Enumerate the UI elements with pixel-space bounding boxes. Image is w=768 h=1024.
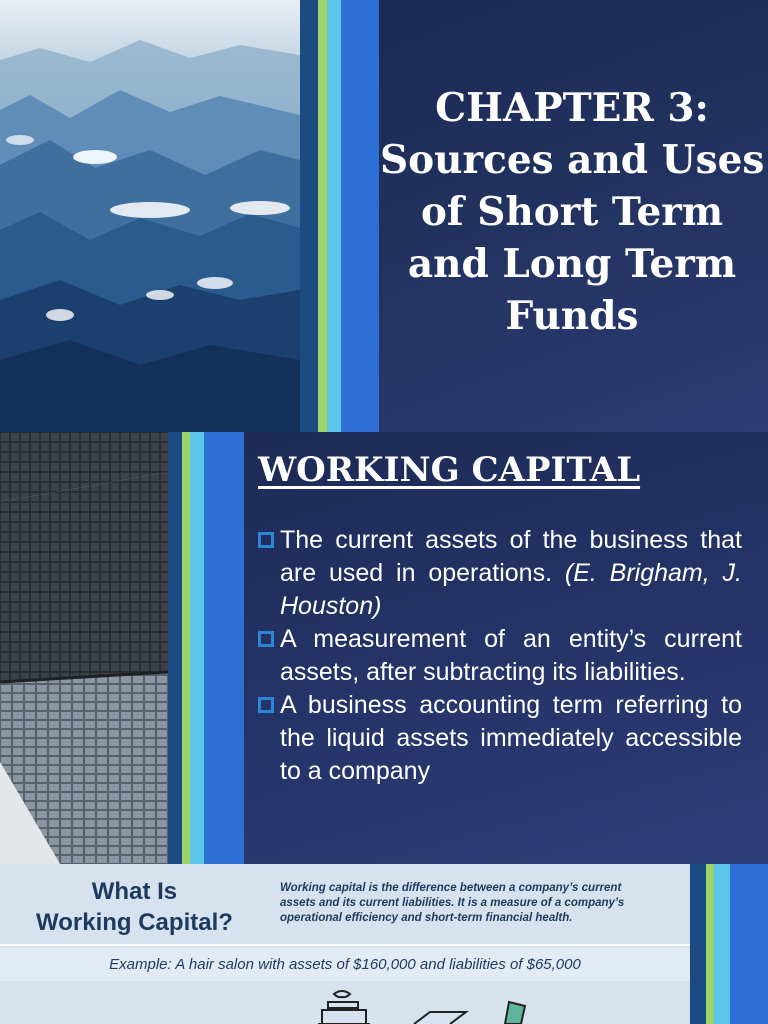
divider — [0, 944, 690, 946]
accent-stripe-cyan — [714, 864, 730, 1024]
mountain-landscape-photo — [0, 0, 300, 432]
infographic-description: Working capital is the difference between a company’s current assets and its current liabilities. It is a measure of a company’s operational efficiency and short-term financial health. — [280, 882, 625, 924]
checkbox-bullet-icon — [258, 532, 274, 548]
accent-stripe-blue — [730, 864, 768, 1024]
chapter-title-line: Sources and Uses — [380, 137, 765, 183]
list-item — [258, 689, 742, 788]
bullet-text: A measurement of an entity’s current assets, after subtracting its liabilities. — [280, 625, 742, 686]
chapter-title-line: of Short Term — [420, 189, 724, 235]
chapter-title-slide — [0, 0, 768, 432]
question-line: What Is — [91, 878, 178, 905]
accent-stripe-dark — [300, 0, 318, 432]
checkbox-bullet-icon — [258, 631, 274, 647]
salon-chair-icon — [312, 988, 376, 1024]
accent-stripe-green — [182, 432, 190, 864]
bullet-text: A business accounting term referring to the liquid assets immediately accessible to a company — [280, 691, 742, 785]
example-banner: Example: A hair salon with assets of $160,000 and liabilities of $65,000 — [0, 948, 690, 981]
question-line: Working Capital? — [36, 909, 233, 936]
chapter-title-line: Funds — [505, 293, 639, 339]
accent-stripe-dark — [690, 864, 706, 1024]
working-capital-infographic-slide — [0, 864, 768, 1024]
checkbox-bullet-icon — [258, 697, 274, 713]
infographic-question — [36, 876, 233, 938]
definition-list — [258, 524, 742, 788]
working-capital-slide — [0, 432, 768, 864]
chapter-title — [380, 82, 764, 342]
slide-heading: WORKING CAPITAL — [258, 450, 641, 490]
list-item — [258, 524, 742, 623]
accent-stripe-blue — [204, 432, 244, 864]
bullet-text: The current assets of the business that are used in operations. — [280, 526, 742, 587]
accent-stripe-cyan — [190, 432, 204, 864]
money-icon — [495, 998, 535, 1024]
list-item — [258, 623, 742, 689]
box-icon — [410, 1006, 470, 1024]
infographic-panel — [0, 864, 690, 1024]
list-item-text — [280, 524, 742, 623]
office-building-photo — [0, 432, 168, 864]
accent-stripe-blue — [341, 0, 379, 432]
accent-stripe-dark — [168, 432, 182, 864]
chapter-title-line: CHAPTER 3: — [435, 85, 709, 131]
accent-stripe-cyan — [327, 0, 341, 432]
bullet-citation: (E. Brigham, J. Houston) — [280, 559, 742, 620]
accent-stripe-green — [318, 0, 327, 432]
chapter-title-line: and Long Term — [407, 241, 737, 287]
accent-stripe-green — [706, 864, 714, 1024]
